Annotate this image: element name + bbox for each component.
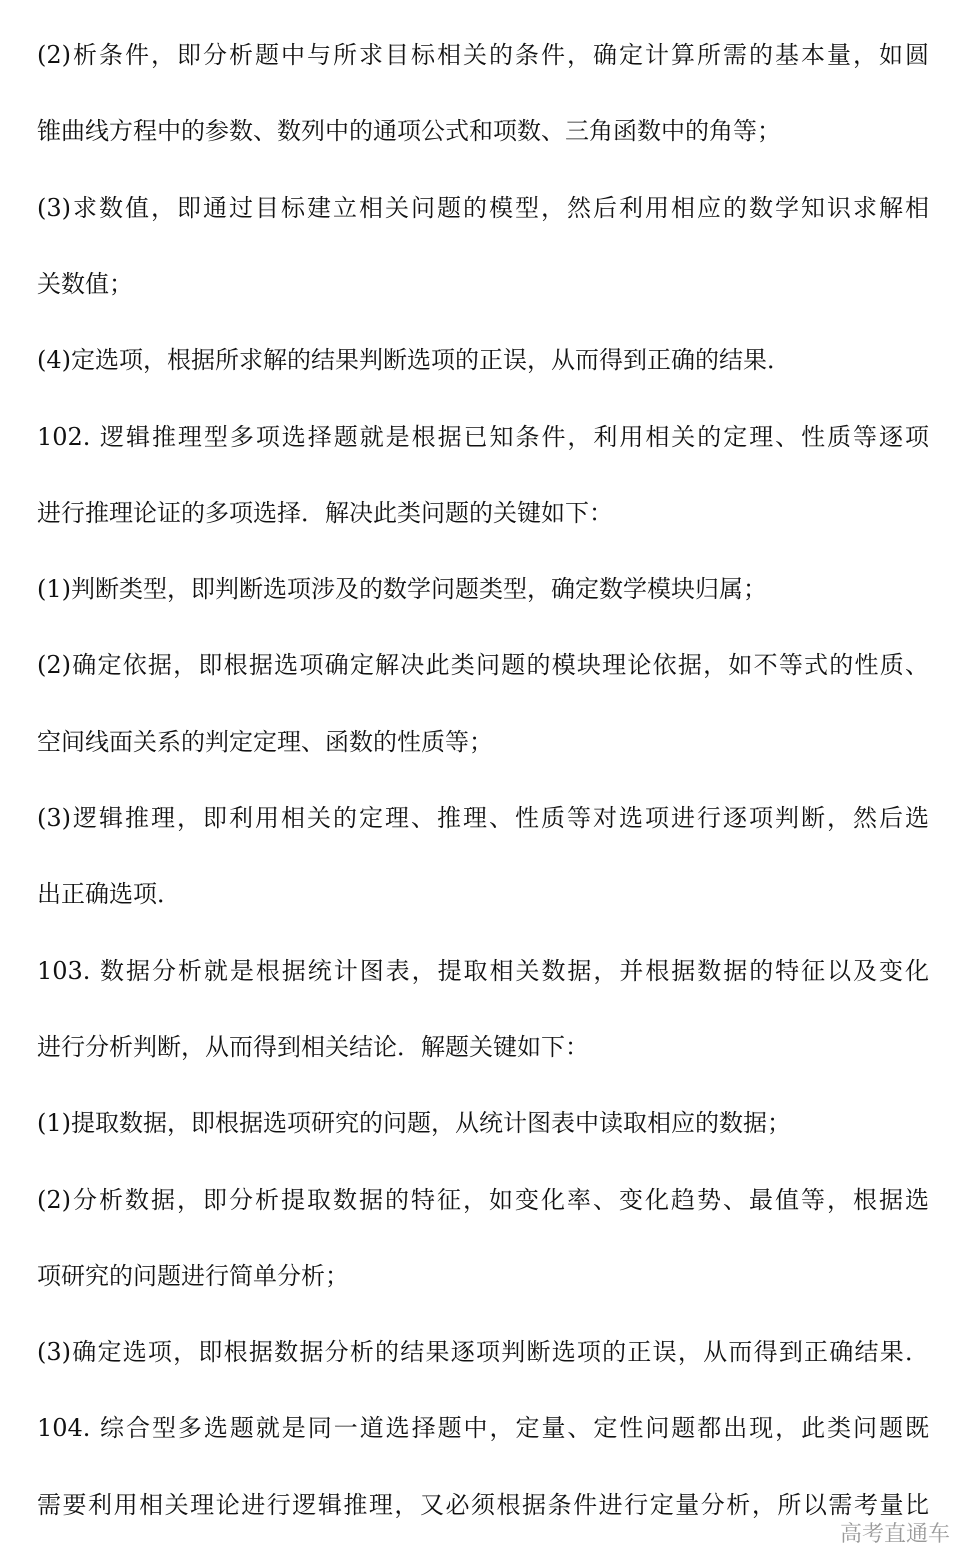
text-line: 102. 逻辑推理型多项选择题就是根据已知条件，利用相关的定理、性质等逐项 [37,422,929,451]
text-line: 需要利用相关理论进行逻辑推理，又必须根据条件进行定量分析，所以需考量比 [37,1490,929,1519]
text-line: 出正确选项． [37,880,181,909]
text-line: 103. 数据分析就是根据统计图表，提取相关数据，并根据数据的特征以及变化 [37,956,929,985]
text-line: (3)逻辑推理，即利用相关的定理、推理、性质等对选项进行逐项判断，然后选 [37,804,929,832]
text-line: 项研究的问题进行简单分析； [37,1261,349,1290]
text-line: 锥曲线方程中的参数、数列中的通项公式和项数、三角函数中的角等； [37,117,781,146]
text-line: 空间线面关系的判定定理、函数的性质等； [37,727,493,756]
text-line: (4)定选项，根据所求解的结果判断选项的正误，从而得到正确的结果． [37,346,791,375]
watermark: 高考直通车 [839,1522,950,1547]
text-line: (3)确定选项，即根据数据分析的结果逐项判断选项的正误，从而得到正确结果． [37,1338,929,1367]
text-line: (2)析条件，即分析题中与所求目标相关的条件，确定计算所需的基本量，如圆 [37,41,929,69]
text-line: 进行推理论证的多项选择．解决此类问题的关键如下： [37,498,613,527]
text-line: (3)求数值，即通过目标建立相关问题的模型，然后利用相应的数学知识求解相 [37,193,929,222]
text-line: 104. 综合型多选题就是同一道选择题中，定量、定性问题都出现，此类问题既 [37,1414,929,1443]
text-line: (2)确定依据，即根据选项确定解决此类问题的模块理论依据，如不等式的性质、 [37,651,929,680]
text-line: 关数值； [37,269,133,298]
text-line: 进行分析判断，从而得到相关结论．解题关键如下： [37,1032,589,1061]
text-line: (2)分析数据，即分析提取数据的特征，如变化率、变化趋势、最值等，根据选 [37,1185,929,1214]
text-line: (1)判断类型，即判断选项涉及的数学问题类型，确定数学模块归属； [37,575,767,604]
text-line: (1)提取数据，即根据选项研究的问题，从统计图表中读取相应的数据； [37,1109,791,1138]
